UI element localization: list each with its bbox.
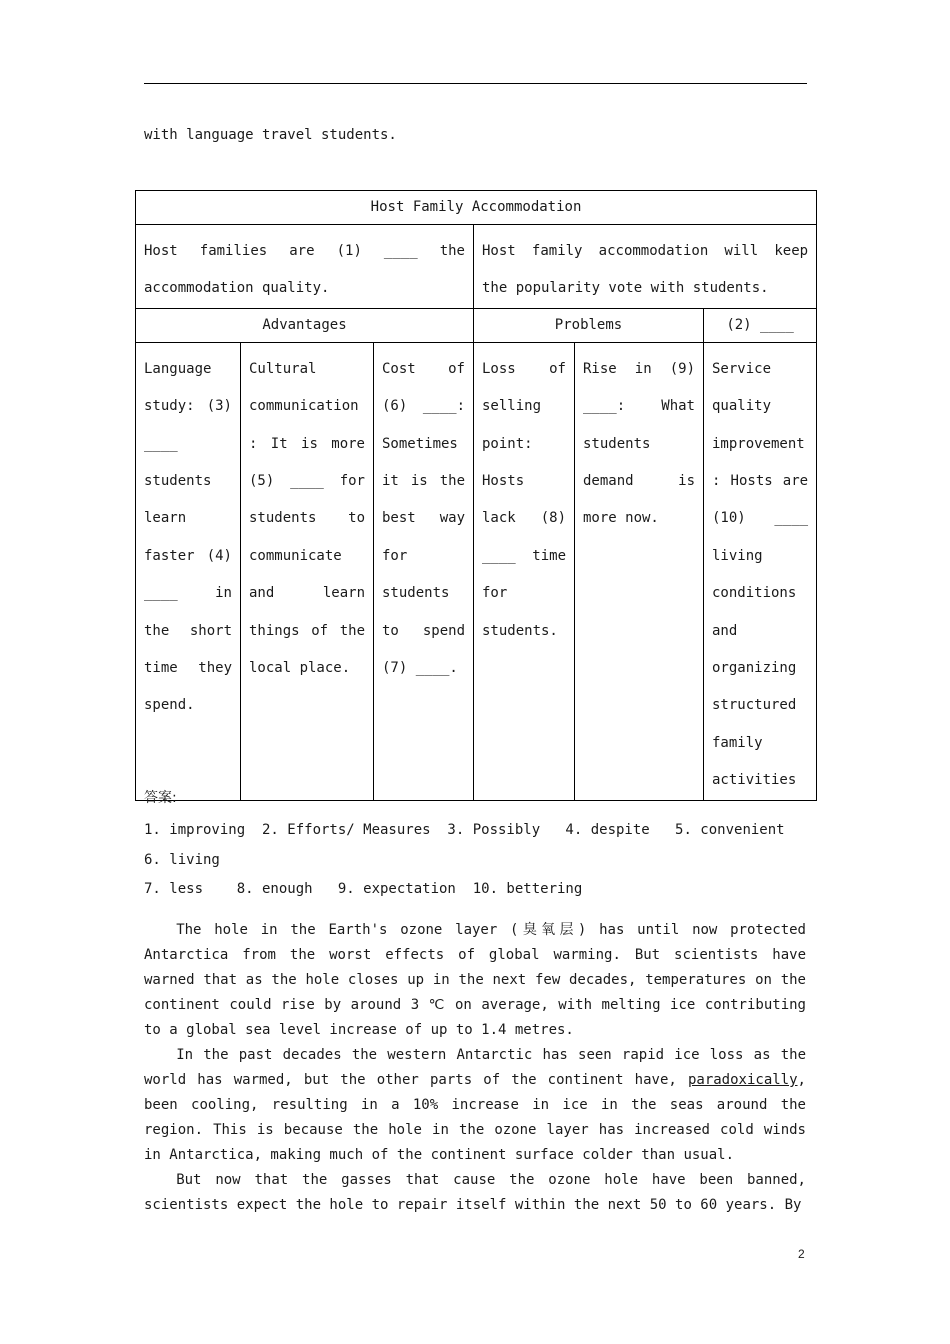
cell-cost: Cost of (6) ____: Sometimes it is the best way for students to spend (7) ____.	[374, 342, 474, 800]
answers-label: 答案:	[144, 790, 177, 806]
cell-service-quality: Service quality improvement: Hosts are (10) ____ living conditions and organizing structured family activities	[704, 342, 817, 800]
intro-line: with language travel students.	[144, 127, 397, 143]
p2-after: , been cooling, resulting in a 10% increase in ice in the seas around the region. This is because the hole in the ozone layer has increased cold winds in Antarctica, making much of the continent surface colder than usual.	[144, 1072, 806, 1163]
cell-rise-in-expectation: Rise in (9) ____: What students demand is more now.	[575, 342, 704, 800]
advantages-header: Advantages	[136, 308, 474, 342]
answers-line-1: 1. improving 2. Efforts/ Measures 3. Possibly 4. despite 5. convenient	[144, 822, 785, 838]
host-family-table	[135, 190, 817, 801]
answers-line-3: 7. less 8. enough 9. expectation 10. bettering	[144, 881, 583, 897]
header-rule	[144, 83, 807, 84]
p2-before: In the past decades the western Antarctic has seen rapid ice loss as the world has warmed, but the other parts of the continent have,	[144, 1047, 806, 1088]
reading-passage	[144, 918, 806, 1218]
passage-paragraph-2	[144, 1043, 806, 1168]
problems-header: Problems	[474, 308, 704, 342]
answers-line-2: 6. living	[144, 852, 220, 868]
page-number: 2	[798, 1247, 805, 1261]
left-statement: Host families are (1) ____ the accommodation quality.	[136, 225, 474, 309]
table-title: Host Family Accommodation	[136, 191, 817, 225]
cell-loss-of-selling-point: Loss of selling point: Hosts lack (8) ____ time for students.	[474, 342, 575, 800]
cell-language-study: Language study: (3) ____ students learn faster (4) ____ in the short time they spend.	[136, 342, 241, 800]
right-statement: Host family accommodation will keep the popularity vote with students.	[474, 225, 817, 309]
passage-paragraph-1: The hole in the Earth's ozone layer (臭氧层) has until now protected Antarctica from the worst effects of global warming. But scientists have warned that as the hole closes up in the next few decades, temperatures on the continent could rise by around 3 ℃ on average, with melting ice contributing to a global sea level increase of up to 1.4 metres.	[144, 922, 806, 1038]
answers-section	[144, 788, 809, 897]
cell-cultural-communication: Cultural communication: It is more (5) ____ for students to communicate and learn things of the local place.	[241, 342, 374, 800]
p2-underlined-word: paradoxically	[687, 1072, 798, 1088]
col6-header: (2) ____	[704, 308, 817, 342]
passage-paragraph-3: But now that the gasses that cause the ozone hole have been banned, scientists expect the hole to repair itself within the next 50 to 60 years. By	[144, 1172, 806, 1213]
